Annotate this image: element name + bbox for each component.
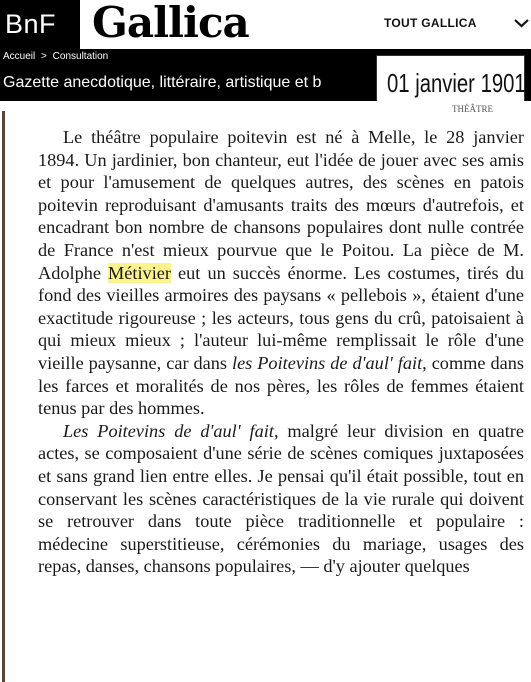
bnf-logo[interactable]: BnF [0, 0, 80, 49]
issue-date-frame [376, 55, 525, 105]
running-head: THÉÂTRE [452, 104, 493, 114]
text-run: , comme dans les farces et moralités de nos pères, les rôles de femmes étaient tenus par des hommes. [38, 352, 524, 419]
document-title: Gazette anecdotique, littéraire, artistique et b [0, 65, 376, 101]
scope-menu-label[interactable]: TOUT GALLICA [384, 16, 477, 30]
search-highlight: Métivier [108, 262, 171, 283]
breadcrumb [0, 49, 376, 65]
page-body [38, 126, 524, 578]
breadcrumb-current: Consultation [52, 51, 109, 62]
page-margin-edge [2, 111, 5, 682]
chevron-down-icon[interactable] [512, 14, 531, 32]
breadcrumb-separator: > [41, 51, 47, 62]
paragraph [38, 126, 524, 420]
paragraph [38, 420, 524, 578]
italic-title: Les Poitevins de d'aul' fait [63, 420, 274, 441]
gallica-logo[interactable]: Gallica [92, 0, 249, 47]
italic-title: les Poitevins de d'aul' fait [231, 352, 423, 373]
site-header [0, 0, 531, 49]
text-run: , malgré leur division en quatre actes, se composaient d'une série de scènes comiques juxtaposées et sans grand lien entre elles. Je pensai qu'il était possible, tout en conservant les scènes caractéristiques de la vie rurale qui doivent se retrouver dans toute pièce traditionnelle et populaire : médecine superstitieuse, cérémonies du mariage, usages des repas, danses, chansons populaires, — d'y ajouter quelques [38, 420, 524, 577]
text-run: eut un succès énorme. Les costumes, tirés du fond des vieilles armoires des paysans « pellebois », étaient d'une exactitude rigoureuse ; les acteurs, tous gens du crû, patoisaient à qui mieux mieux ; l'auteur lui-même remplissait le rôle d'une vieille paysanne, car dans [38, 262, 524, 373]
issue-date[interactable]: 01 janvier 1901 [387, 68, 526, 98]
text-run: Le théâtre populaire poitevin est né à Melle, le 28 janvier 1894. Un jardinier, bon chanteur, eut l'idée de jouer avec ses amis et pour l'amusement de quelques autres, des scènes en patois poitevin reproduisant d'amusants traits des mœurs d'autrefois, et encadrant bon nombre de chansons populaires dont nulle contrée de France n'est mieux pourvue que le Poitou. La pièce de M. Adolphe [38, 127, 524, 283]
breadcrumb-home[interactable]: Accueil [3, 51, 36, 62]
page-scan[interactable] [0, 101, 531, 682]
